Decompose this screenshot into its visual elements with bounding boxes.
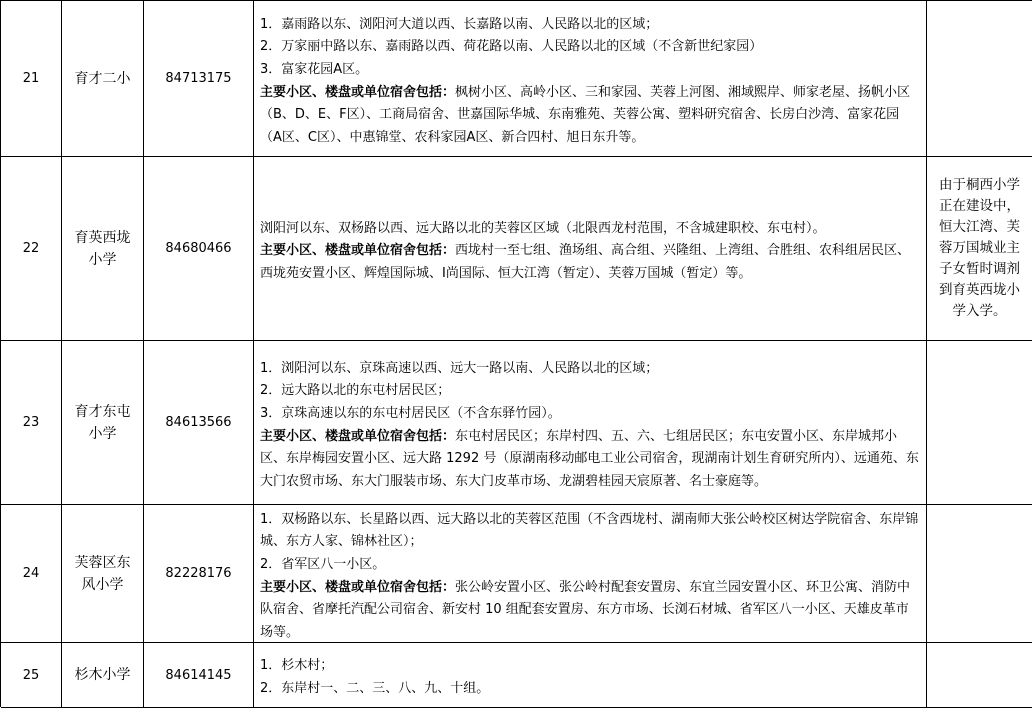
range-line: 2．省军区八一小区。 bbox=[260, 556, 386, 572]
phone-number: 82228176 bbox=[144, 505, 254, 643]
main-label: 主要小区、楼盘或单位宿舍包括： bbox=[260, 579, 456, 595]
main-communities bbox=[260, 240, 920, 285]
range-line: 1．杉木村； bbox=[260, 658, 334, 674]
row-number: 22 bbox=[1, 157, 62, 341]
school-name: 育才二小 bbox=[62, 1, 144, 157]
enrollment-range bbox=[254, 643, 927, 708]
remark bbox=[927, 341, 1032, 505]
school-name: 育英西垅小学 bbox=[62, 157, 144, 341]
enrollment-range bbox=[254, 341, 927, 505]
row-number: 25 bbox=[1, 643, 62, 708]
main-label: 主要小区、楼盘或单位宿舍包括： bbox=[260, 243, 456, 259]
row-number: 24 bbox=[1, 505, 62, 643]
main-communities bbox=[260, 577, 920, 644]
enrollment-range bbox=[254, 157, 927, 341]
range-line: 3．富家花园A区。 bbox=[260, 61, 369, 77]
school-name: 芙蓉区东风小学 bbox=[62, 505, 144, 643]
enrollment-range bbox=[254, 1, 927, 157]
main-text: 东屯村居民区；东岸村四、五、六、七组居民区；东屯安置小区、东岸城邦小区、东岸梅园安置小区、远大路 1292 号（原湖南移动邮电工业公司宿舍，现湖南计划生育研究所内）、远通苑、东大门农贸市场、东大门服装市场、东大门皮革市场、龙湖碧桂园天宸原著、名士豪庭等。 bbox=[260, 428, 919, 489]
remark bbox=[927, 1, 1032, 157]
phone-number: 84680466 bbox=[144, 157, 254, 341]
row-number: 21 bbox=[1, 1, 62, 157]
range-line: 浏阳河以东、双杨路以西、远大路以北的芙蓉区区域（北限西龙村范围，不含城建职校、东屯村）。 bbox=[260, 220, 826, 236]
row-number: 23 bbox=[1, 341, 62, 505]
remark bbox=[927, 643, 1032, 708]
phone-number: 84614145 bbox=[144, 643, 254, 708]
school-name: 杉木小学 bbox=[62, 643, 144, 708]
main-communities bbox=[260, 82, 920, 150]
main-text: 张公岭安置小区、张公岭村配套安置房、东宜兰园安置小区、环卫公寓、消防中队宿舍、省摩托汽配公司宿舍、新安村 10 组配套安置房、东方市场、长浏石材城、省军区八一小区、天雄皮革市场等。 bbox=[260, 579, 911, 640]
remark bbox=[927, 505, 1032, 643]
range-line: 3．京珠高速以东的东屯村居民区（不含东驿竹园）。 bbox=[260, 405, 561, 421]
range-line: 2．东岸村一、二、三、八、九、十组。 bbox=[260, 681, 490, 696]
range-line: 2．远大路以北的东屯村居民区； bbox=[260, 383, 451, 399]
range-line: 2．万家丽中路以东、嘉雨路以西、荷花路以南、人民路以北的区域（不含新世纪家园） bbox=[260, 39, 763, 55]
school-name: 育才东屯小学 bbox=[62, 341, 144, 505]
remark: 由于桐西小学正在建设中，恒大江湾、芙蓉万国城业主子女暂时调剂到育英西垅小学入学。 bbox=[927, 157, 1032, 341]
phone-number: 84613566 bbox=[144, 341, 254, 505]
range-line: 1．浏阳河以东、京珠高速以西、远大一路以南、人民路以北的区域； bbox=[260, 360, 659, 376]
range-line: 1．嘉雨路以东、浏阳河大道以西、长嘉路以南、人民路以北的区域； bbox=[260, 16, 659, 32]
main-label: 主要小区、楼盘或单位宿舍包括： bbox=[260, 428, 456, 444]
main-communities bbox=[260, 426, 920, 494]
main-text: 西垅村一至七组、渔场组、高合组、兴隆组、上湾组、合胜组、农科组居民区、西垅苑安置小区、辉煌国际城、I尚国际、恒大江湾（暂定）、芙蓉万国城（暂定）等。 bbox=[260, 243, 911, 281]
enrollment-range bbox=[254, 505, 927, 643]
range-line: 1．双杨路以东、长星路以西、远大路以北的芙蓉区范围（不含西垅村、湖南师大张公岭校区树达学院宿舍、东岸锦城、东方人家、锦林社区）； bbox=[260, 511, 919, 550]
main-text: 枫树小区、高岭小区、三和家园、芙蓉上河图、湘域熙岸、师家老屋、扬帆小区（B、D、E、F区）、工商局宿舍、世嘉国际华城、东南雅苑、芙蓉公寓、塑料研究宿舍、长房白沙湾、富家花园（A区、C区）、中惠锦堂、农科家园A区、新合四村、旭日东升等。 bbox=[260, 84, 911, 145]
phone-number: 84713175 bbox=[144, 1, 254, 157]
main-label: 主要小区、楼盘或单位宿舍包括： bbox=[260, 84, 456, 100]
